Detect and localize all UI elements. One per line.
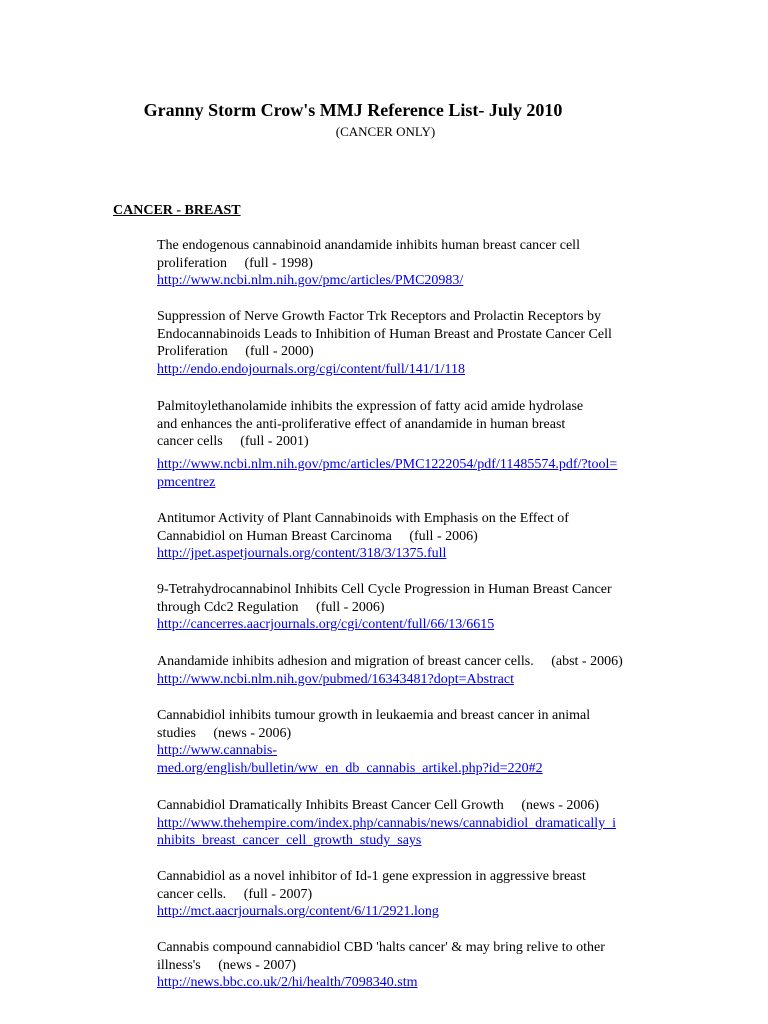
entry-title-line (157, 343, 657, 361)
entry-title-text: studies (157, 725, 196, 741)
entry-url (157, 545, 657, 563)
entry-url-line[interactable]: http://www.ncbi.nlm.nih.gov/pubmed/16343481?dopt=Abstract (157, 671, 514, 687)
entry-url-link[interactable] (157, 671, 657, 689)
entry-type-year: (full - 2001) (240, 434, 309, 450)
entry-title-line (157, 528, 657, 546)
document-subtitle: (CANCER ONLY) (335, 124, 436, 139)
entry-title-line (157, 581, 657, 599)
reference-entry (157, 797, 657, 850)
entry-title-line (157, 886, 657, 904)
reference-entry (157, 868, 657, 921)
entry-url-line[interactable]: nhibits_breast_cancer_cell_growth_study_says (157, 833, 422, 849)
entry-title-line (157, 237, 657, 255)
entry-url-line[interactable]: http://www.cannabis- (157, 743, 278, 759)
entry-url-line[interactable]: http://www.thehempire.com/index.php/cannabis/news/cannabidiol_dramatically_i (157, 815, 617, 831)
entry-title-line (157, 653, 657, 671)
reference-entry (157, 939, 657, 992)
entry-title-line (157, 725, 657, 743)
entry-type-year: (abst - 2006) (551, 654, 623, 669)
entry-title-text: Cannabidiol Dramatically Inhibits Breast Cancer Cell Growth (157, 798, 504, 813)
entry-title-text: illness's (157, 957, 201, 973)
reference-entry (157, 308, 657, 379)
entry-title-text: Proliferation (157, 344, 228, 360)
entry-url (157, 272, 657, 290)
entry-url-link[interactable] (157, 616, 657, 634)
entry-title-text: proliferation (157, 255, 227, 271)
entry-url (157, 903, 657, 921)
entry-title-line (157, 939, 657, 957)
entry-type-year: (full - 2007) (243, 886, 313, 902)
entry-title-line (157, 433, 657, 451)
entry-title-text: Endocannabinoids Leads to Inhibition of Human Breast and Prostate Cancer Cell (157, 326, 612, 342)
entry-title-text: Cannabidiol on Human Breast Carcinoma (157, 528, 392, 544)
entry-title-line (157, 957, 657, 975)
entry-url-line[interactable]: http://mct.aacrjournals.org/content/6/11/2921.long (157, 904, 439, 920)
reference-entry (157, 510, 657, 563)
entry-url-link[interactable] (157, 456, 657, 491)
section-heading: CANCER - BREAST (113, 203, 241, 218)
entry-title-line (157, 326, 657, 344)
entry-url-line[interactable]: http://www.ncbi.nlm.nih.gov/pmc/articles/PMC20983/ (157, 273, 464, 289)
entry-url-link[interactable] (157, 272, 657, 290)
entry-title-line (157, 255, 657, 273)
entry-url-line[interactable]: http://www.ncbi.nlm.nih.gov/pmc/articles/PMC1222054/pdf/11485574.pdf/?tool= (157, 457, 618, 473)
entry-title-text: Cannabis compound cannabidiol CBD 'halts cancer' & may bring relive to other (157, 940, 605, 955)
entry-title-text: Palmitoylethanolamide inhibits the expression of fatty acid amide hydrolase (157, 399, 584, 414)
entry-url-line[interactable]: http://endo.endojournals.org/cgi/content/full/141/1/118 (157, 362, 465, 378)
entry-url-line[interactable]: http://jpet.aspetjournals.org/content/318/3/1375.full (157, 546, 447, 562)
entry-url-link[interactable] (157, 545, 657, 563)
entry-url-line[interactable]: http://news.bbc.co.uk/2/hi/health/7098340.stm (157, 975, 418, 991)
entry-title-line (157, 416, 657, 434)
entry-title-line (157, 707, 657, 725)
entry-title-text: cancer cells. (157, 886, 227, 902)
entry-type-year: (full - 1998) (244, 255, 313, 271)
entry-type-year: (news - 2007) (218, 957, 297, 973)
entry-url (157, 616, 657, 634)
entry-title-line (157, 398, 657, 416)
reference-entry (157, 237, 657, 290)
document-title: Granny Storm Crow's MMJ Reference List- July 2010 (143, 100, 563, 120)
entry-title-line (157, 797, 657, 815)
entry-url (157, 361, 657, 379)
entry-url (157, 815, 657, 850)
entry-url-line[interactable]: http://cancerres.aacrjournals.org/cgi/content/full/66/13/6615 (157, 617, 495, 633)
entry-title-line (157, 599, 657, 617)
entry-url-link[interactable] (157, 361, 657, 379)
entry-url-link[interactable] (157, 974, 657, 992)
entry-url-link[interactable] (157, 815, 657, 850)
entry-url (157, 456, 657, 491)
entry-url (157, 671, 657, 689)
entry-title-text: The endogenous cannabinoid anandamide inhibits human breast cancer cell (157, 238, 580, 253)
entry-url-link[interactable] (157, 742, 657, 777)
entry-url-line[interactable]: med.org/english/bulletin/ww_en_db_cannabis_artikel.php?id=220#2 (157, 761, 543, 777)
entry-title-line (157, 308, 657, 326)
entry-url (157, 742, 657, 777)
entry-title-text: Anandamide inhibits adhesion and migration of breast cancer cells. (157, 654, 534, 669)
entry-title-text: Cannabidiol as a novel inhibitor of Id-1 gene expression in aggressive breast (157, 869, 586, 884)
entry-title-line (157, 868, 657, 886)
entry-title-text: Cannabidiol inhibits tumour growth in leukaemia and breast cancer in animal (157, 708, 591, 723)
entry-title-text: through Cdc2 Regulation (157, 599, 299, 615)
entry-type-year: (news - 2006) (521, 798, 600, 813)
entry-type-year: (full - 2006) (409, 528, 478, 544)
reference-entry (157, 653, 657, 688)
entry-title-text: and enhances the anti-proliferative effect of anandamide in human breast (157, 416, 566, 432)
entry-title-line (157, 510, 657, 528)
entry-type-year: (full - 2006) (316, 599, 385, 615)
entry-url-line[interactable]: pmcentrez (157, 474, 216, 490)
entry-url (157, 974, 657, 992)
entry-title-text: Suppression of Nerve Growth Factor Trk Receptors and Prolactin Receptors by (157, 309, 602, 324)
reference-entry (157, 707, 657, 778)
reference-entry (157, 581, 657, 634)
entry-type-year: (full - 2000) (245, 344, 314, 360)
entry-title-text: cancer cells (157, 434, 223, 450)
entry-title-text: Antitumor Activity of Plant Cannabinoids with Emphasis on the Effect of (157, 511, 569, 526)
reference-entry (157, 398, 657, 490)
entry-url-link[interactable] (157, 903, 657, 921)
entry-type-year: (news - 2006) (213, 725, 292, 741)
entry-title-text: 9-Tetrahydrocannabinol Inhibits Cell Cycle Progression in Human Breast Cancer (157, 582, 612, 597)
